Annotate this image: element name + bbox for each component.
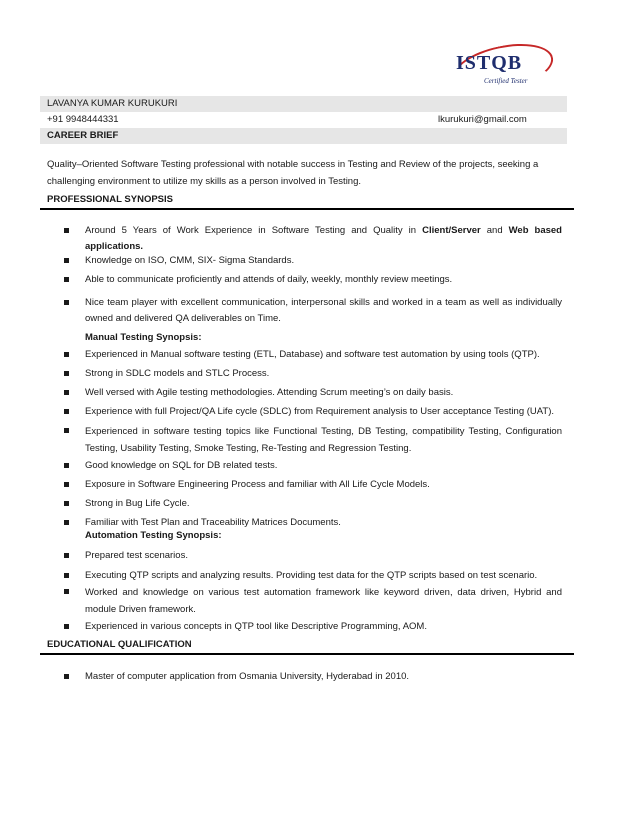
list-item	[64, 477, 562, 493]
email-address: lkurukuri@gmail.com	[438, 114, 527, 125]
contact-row	[40, 112, 567, 128]
bullet-icon	[64, 277, 69, 282]
bullet-text: Experience with full Project/QA Life cycle (SDLC) from Requirement analysis to User acceptance Testing (UAT).	[85, 406, 555, 417]
bullet-icon	[64, 520, 69, 525]
bullet-text: Exposure in Software Engineering Process and familiar with All Life Cycle Models.	[85, 479, 430, 490]
bullet-icon	[64, 463, 69, 468]
bullet-icon	[64, 482, 69, 487]
bullet-text: Strong in SDLC models and STLC Process.	[85, 368, 270, 379]
list-item	[64, 272, 562, 288]
automation-testing-subheading: Automation Testing Synopsis:	[85, 530, 222, 541]
bullet-icon	[64, 624, 69, 629]
bullet-text: Well versed with Agile testing methodologies. Attending Scrum meeting’s on daily basis.	[85, 387, 454, 398]
professional-synopsis-heading: PROFESSIONAL SYNOPSIS	[40, 194, 574, 210]
bullet-icon	[64, 300, 69, 305]
bullet-text: Familiar with Test Plan and Traceability Matrices Documents.	[85, 517, 341, 528]
bullet-text: Knowledge on ISO, CMM, SIX- Sigma Standards.	[85, 255, 295, 266]
bullet-icon	[64, 674, 69, 679]
career-brief-heading	[40, 128, 567, 144]
bullet-icon	[64, 371, 69, 376]
list-item	[64, 223, 562, 255]
bullet-text: Experienced in various concepts in QTP tool like Descriptive Programming, AOM.	[85, 621, 427, 632]
list-item	[64, 347, 562, 363]
list-item	[64, 385, 562, 401]
list-item	[64, 568, 562, 584]
list-item	[64, 366, 562, 382]
phone-number: +91 9948444331	[47, 114, 119, 125]
bullet-icon	[64, 589, 69, 594]
logo-subtitle: Certified Tester	[484, 77, 528, 85]
bullet-bold-text: Web based applications.	[85, 225, 562, 252]
list-item	[64, 619, 562, 635]
bullet-text: Strong in Bug Life Cycle.	[85, 498, 190, 509]
bullet-text: Executing QTP scripts and analyzing results. Providing test data for the QTP scripts based on test scenario.	[85, 570, 538, 581]
list-item	[64, 423, 562, 457]
bullet-icon	[64, 352, 69, 357]
bullet-icon	[64, 573, 69, 578]
list-item	[64, 496, 562, 512]
list-item	[64, 458, 562, 474]
candidate-name: LAVANYA KUMAR KURUKURI	[47, 98, 178, 109]
list-item	[64, 295, 562, 327]
bullet-icon	[64, 228, 69, 233]
bullet-text: Around 5 Years of Work Experience in Software Testing and Quality in	[85, 225, 423, 236]
bullet-text: Master of computer application from Osmania University, Hyderabad in 2010.	[85, 671, 410, 682]
bullet-icon	[64, 553, 69, 558]
bullet-text: Able to communicate proficiently and attends of daily, weekly, monthly review meetings.	[85, 274, 453, 285]
bullet-text: and	[480, 225, 509, 236]
career-brief-title: CAREER BRIEF	[47, 130, 119, 141]
logo-text: ISTQB	[456, 52, 523, 74]
educational-qualification-heading: EDUCATIONAL QUALIFICATION	[40, 639, 574, 655]
bullet-icon	[64, 409, 69, 414]
bullet-text: Experienced in Manual software testing (ETL, Database) and software test automation by using tools (QTP).	[85, 349, 540, 360]
bullet-text: Prepared test scenarios.	[85, 550, 188, 561]
bullet-text: Nice team player with excellent communication, interpersonal skills and worked in a team as well as individually owned and delivered QA deliverables on Time.	[85, 297, 562, 324]
bullet-text: Good knowledge on SQL for DB related tests.	[85, 460, 278, 471]
header-block	[40, 96, 567, 144]
list-item	[64, 253, 562, 269]
bullet-icon	[64, 428, 69, 433]
manual-testing-subheading: Manual Testing Synopsis:	[85, 332, 202, 343]
name-row	[40, 96, 567, 112]
list-item	[64, 548, 562, 564]
bullet-text: Worked and knowledge on various test automation framework like keyword driven, data driven, Hybrid and module Driven framework.	[85, 587, 562, 615]
bullet-bold-text: Client/Server	[422, 225, 481, 236]
career-brief-text: Quality–Oriented Software Testing professional with notable success in Testing and Review of the projects, seeking a challenging environment to utilize my skills as a person involved in Testing.	[47, 159, 539, 187]
list-item	[64, 584, 562, 618]
bullet-text: Experienced in software testing topics like Functional Testing, DB Testing, compatibility Testing, Configuration Testing, Usability Testing, Smoke Testing, Re-Testing and Regression Testing.	[85, 426, 562, 454]
list-item	[64, 404, 562, 420]
list-item	[64, 669, 562, 685]
bullet-icon	[64, 258, 69, 263]
istqb-logo	[446, 44, 556, 90]
bullet-icon	[64, 390, 69, 395]
bullet-icon	[64, 501, 69, 506]
